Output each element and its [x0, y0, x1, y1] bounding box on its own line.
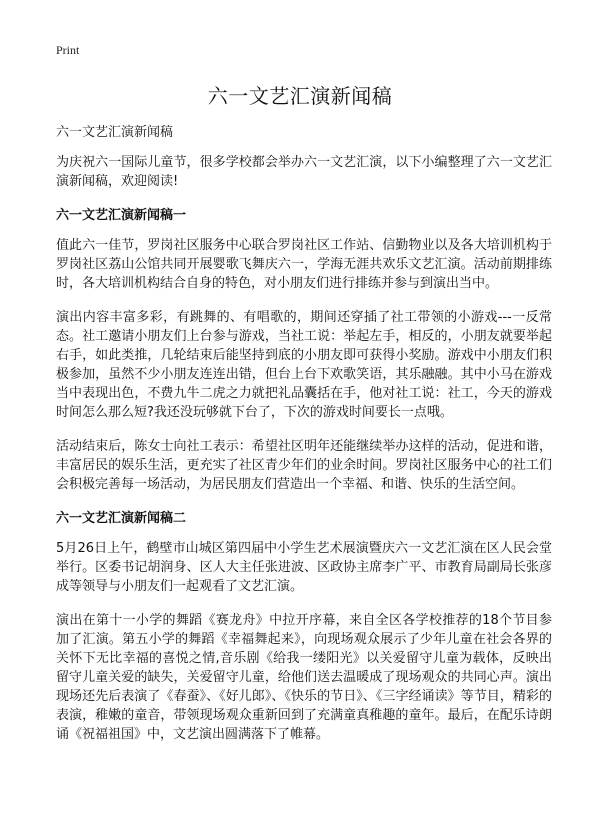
section1-paragraph: 值此六一佳节，罗岗社区服务中心联合罗岗社区工作站、信勤物业以及各大培训机构于罗岗社区荔山公馆共同开展婴歌飞舞庆六一，学海无涯共欢乐文艺汇演。活动前期排练时，各大培训机构结合自身的特色，对小朋友们进行排练并参与到演出当中。	[56, 238, 552, 291]
section1-paragraph: 活动结束后，陈女士向社工表示：希望社区明年还能继续举办这样的活动，促进和谐，丰富居民的娱乐生活，更充实了社区青少年们的业余时间。罗岗社区服务中心的社工们会积极完善每一场活动，为居民朋友们营造出一个幸福、和谐、快乐的生活空间。	[56, 439, 552, 492]
document-title: 六一文艺汇演新闻稿	[207, 84, 393, 108]
intro-paragraph: 为庆祝六一国际儿童节，很多学校都会举办六一文艺汇演，以下小编整理了六一文艺汇演新闻稿，欢迎阅读!	[56, 155, 552, 189]
section-heading-1: 六一文艺汇演新闻稿一	[56, 208, 187, 223]
section-heading-2: 六一文艺汇演新闻稿二	[56, 511, 187, 526]
print-link[interactable]: Print	[56, 43, 80, 57]
section2-paragraph: 演出在第十一小学的舞蹈《赛龙舟》中拉开序幕，来自全区各学校推荐的18个节目参加了汇演。第五小学的舞蹈《幸福舞起来》，向现场观众展示了少年儿童在社会各界的关怀下无比幸福的喜悦之情,音乐剧《给我一缕阳光》以关爱留守儿童为载体，反映出留守儿童关爱的缺失，关爱留守儿童，给他们送去温暖成了现场观众的共同心声。演出现场还先后表演了《春蚕》、《好儿郎》、《快乐的节日》、《三字经诵读》等节目，精彩的表演，稚嫩的童音，带领现场观众重新回到了充满童真稚趣的童年。最后，在配乐诗朗诵《祝福祖国》中，文艺演出圆满落下了帷幕。	[56, 613, 552, 742]
article-body	[56, 123, 552, 759]
section1-paragraph: 演出内容丰富多彩，有跳舞的、有唱歌的，期间还穿插了社工带领的小游戏---一反常态。社工邀请小朋友们上台参与游戏，当社工说：举起左手，相反的，小朋友就要举起右手，如此类推，几轮结束后能坚持到底的小朋友即可获得小奖励。游戏中小朋友们积极参加，虽然不少小朋友连连出错，但台上台下欢歌笑语，其乐融融。其中小马在游戏当中表现出色，不费九牛二虎之力就把礼品囊括在手，他对社工说：社工，今天的游戏时间怎么那么短?我还没玩够就下台了，下次的游戏时间要长一点哦。	[56, 310, 552, 420]
document-subtitle: 六一文艺汇演新闻稿	[56, 125, 174, 140]
section2-paragraph: 5月26日上午，鹤壁市山城区第四届中小学生艺术展演暨庆六一文艺汇演在区人民会堂举行。区委书记胡润身、区人大主任张进波、区政协主席李广平、市教育局副局长张彦成等领导与小朋友们一起观看了文艺汇演。	[56, 541, 552, 594]
